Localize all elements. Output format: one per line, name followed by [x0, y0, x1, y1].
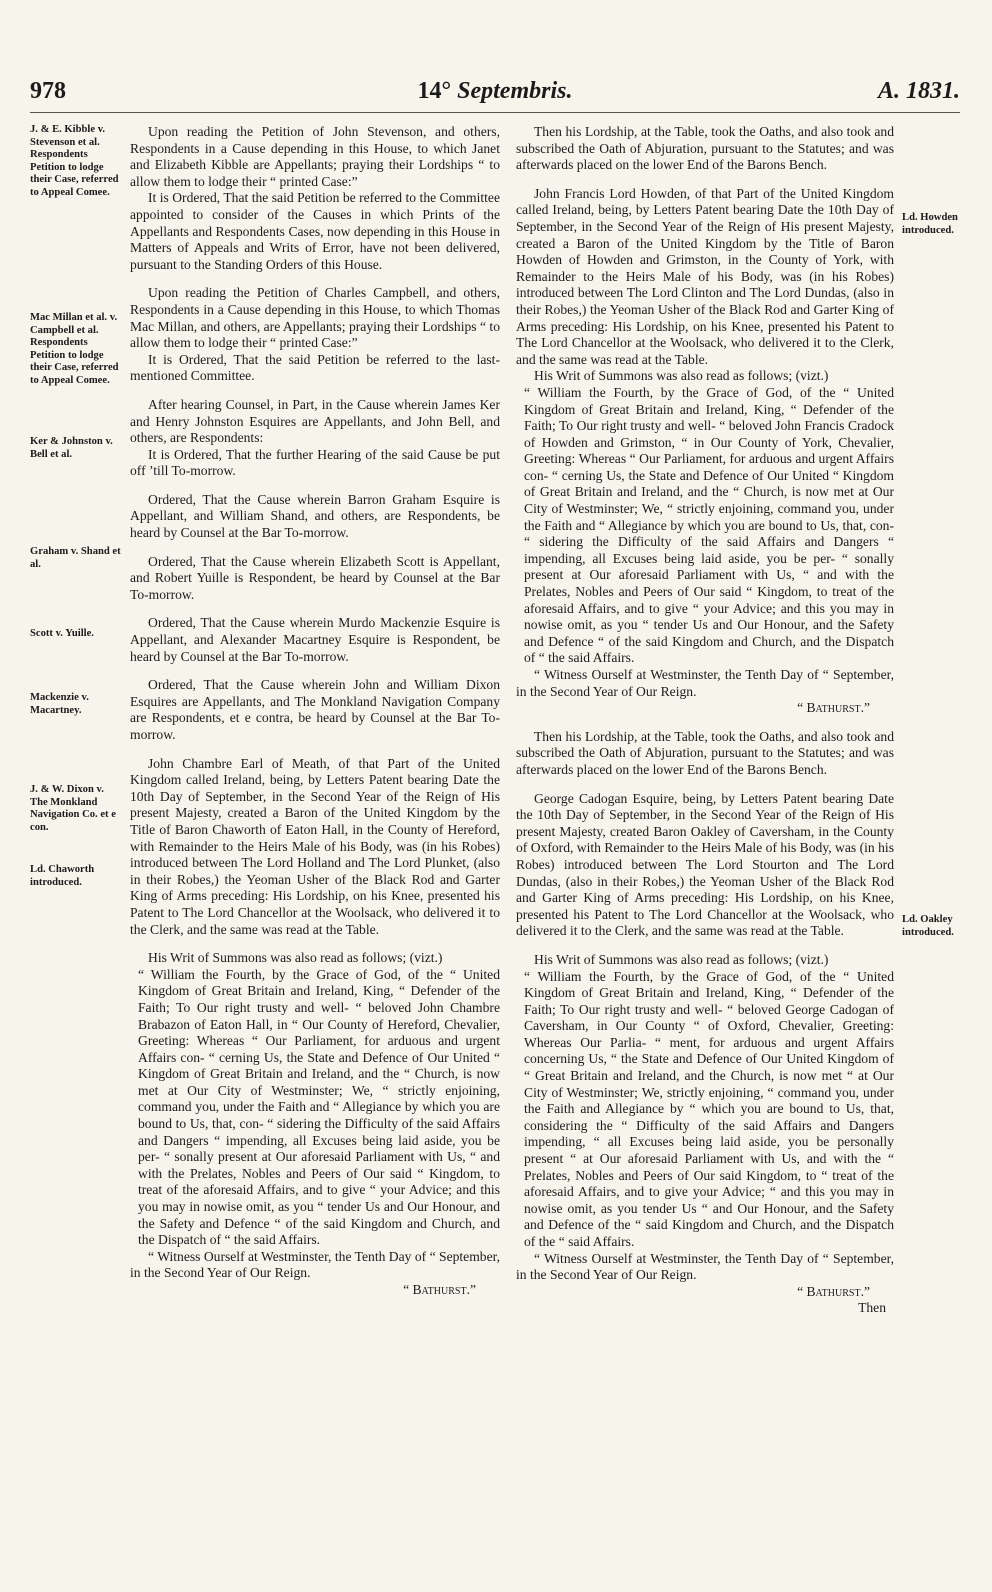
- signature: “ Bathurst.”: [403, 1282, 476, 1297]
- paragraph: Ordered, That the Cause wherein Elizabeth Scott is Appellant, and Robert Yuille is Respondent, be heard by Counsel at the Bar To-morrow.: [130, 553, 500, 602]
- paragraph: Upon reading the Petition of John Stevenson, and others, Respondents in a Cause depending in this House, to which Janet and Elizabeth Kibble are Appellants; praying their Lordships “ to allow them to lodge their “ printed Case:”: [130, 124, 500, 189]
- running-date: [30, 78, 960, 105]
- witness-line: “ Witness Ourself at Westminster, the Tenth Day of “ September, in the Second Year of Our Reign.: [516, 1250, 894, 1283]
- page-header: [30, 78, 960, 110]
- margin-note-howden: Ld. Howden introduced.: [902, 212, 958, 236]
- paragraph: John Francis Lord Howden, of that Part of the United Kingdom called Ireland, being, by Letters Patent bearing Date the 10th Day of September, in the Second Year of the Reign of His present Majesty, created a Baron of the United Kingdom by the Title of Baron Howden of Howden and Grimston, in the County of York, with Remainder to the Heirs Male of his Body, was (in his Robes) introduced between The Lord Clinton and The Lord Dundas, (also in their Robes,) the Yeoman Usher of the Black Rod and Garter King of Arms preceding: His Lordship, on his Knee, presented his Patent to The Lord Chancellor at the Woolsack, who delivered it to the Clerk, and the same was read at the Table.: [516, 185, 894, 367]
- running-year: A. 1831.: [877, 78, 960, 104]
- header-rule: [30, 112, 960, 113]
- paragraph: It is Ordered, That the further Hearing of the said Cause be put off ’till To-morrow.: [130, 446, 500, 479]
- paragraph: Ordered, That the Cause wherein John and William Dixon Esquires are Appellants, and The Monkland Navigation Company are Respondents, et e contra, be heard by Counsel at the Bar To-morrow.: [130, 677, 500, 742]
- paragraph: His Writ of Summons was also read as follows; (vizt.): [534, 368, 829, 384]
- date-word: Septembris.: [457, 78, 573, 104]
- signature: “ Bathurst.”: [797, 700, 870, 716]
- paragraph: Then his Lordship, at the Table, took the Oaths, and also took and subscribed the Oath of Abjuration, pursuant to the Statutes; and was afterwards placed on the lower End of the Barons Bench.: [516, 728, 894, 777]
- paragraph: George Cadogan Esquire, being, by Letters Patent bearing Date the 10th Day of September, in the Second Year of the Reign of His present Majesty, created Baron Oakley of Caversham, in the County of Oxford, with Remainder to the Heirs Male of his Body, was (in his Robes) introduced between The Lord Stourton and The Lord Dundas, (also in their Robes,) the Yeoman Usher of the Black Rod and Garter King of Arms preceding: His Lordship, on his Knee, presented his Patent to The Lord Chancellor at the Woolsack, who delivered it to the Clerk, and the same was read at the Table.: [516, 790, 894, 939]
- margin-note-oakley: Ld. Oakley introduced.: [902, 914, 954, 938]
- paragraph: It is Ordered, That the said Petition be referred to the Committee appointed to consider of the Causes in which Prints of the Appellants and Respondents Cases, now depending in this House in Matters of Appeals and Writs of Error, have not been delivered, pursuant to the Standing Orders of this House.: [130, 190, 500, 272]
- margin-note-ker: Ker & Johnston v. Bell et al.: [30, 436, 113, 460]
- page-number: 978: [30, 78, 66, 104]
- paragraph: After hearing Counsel, in Part, in the Cause wherein James Ker and Henry Johnston Esquires are Appellants, and John Bell, and others, are Respondents:: [130, 396, 500, 446]
- margin-note-chaworth: Ld. Chaworth introduced.: [30, 864, 95, 888]
- paragraph: His Writ of Summons was also read as follows; (vizt.): [534, 951, 829, 967]
- paragraph: It is Ordered, That the said Petition be referred to the last-mentioned Committee.: [130, 351, 500, 384]
- paragraph: Ordered, That the Cause wherein Murdo Mackenzie Esquire is Appellant, and Alexander Macartney Esquire is Respondent, be heard by Counsel at the Bar To-morrow.: [130, 615, 500, 664]
- catchword: Then: [858, 1300, 886, 1316]
- writ-text: “ William the Fourth, by the Grace of God, of the “ United Kingdom of Great Britain and Ireland, King, “ Defender of the Faith; To Our right trusty and well- “ beloved John Chambre Brabazon of Eaton Hall, in “ Our County of Hereford, Chevalier, Greeting: Whereas “ Our Parliament, for arduous and urgent Affairs con- “ cerning Us, the State and Defence of Our United “ Kingdom of Great Britain and Ireland, and the “ Church, is now met at Our City of Westminster; We, “ strictly enjoining, command you, under the Faith and “ Allegiance by which you are bound to Us, that, con- “ sidering the Difficulty of the said Affairs and Dangers “ impending, all Excuses being laid aside, you be per- “ sonally present at Our aforesaid Parliament with Us, “ and with the Prelates, Nobles and Peers of Our said “ Kingdom, to treat of the aforesaid Affairs, and to give “ your Advice; and this you may in nowise omit, as you “ tender Us and Our Honour, and the Safety and Defence “ of the said Kingdom and Church, and the Dispatch of “ the said Affairs.: [138, 966, 500, 1248]
- witness-line: “ Witness Ourself at Westminster, the Tenth Day of “ September, in the Second Year of Our Reign.: [130, 1248, 500, 1281]
- signature: “ Bathurst.”: [797, 1283, 870, 1299]
- paragraph: John Chambre Earl of Meath, of that Part of the United Kingdom called Ireland, being, by Letters Patent bearing Date the 10th Day of September, in the Second Year of the Reign of His present Majesty, created a Baron of the United Kingdom by the Title of Baron Chaworth of Eaton Hall, in the County of Hereford, with Remainder to the Heirs Male of his Body, was (in his Robes) introduced between The Lord Holland and The Lord Plunket, (also in their Robes,) the Yeoman Usher of the Black Rod and Garter King of Arms preceding: His Lordship, on his Knee, presented his Patent to The Lord Chancellor at the Woolsack, who delivered it to the Clerk, and the same was read at the Table.: [130, 755, 500, 937]
- margin-note-mackenzie: Mackenzie v. Macartney.: [30, 692, 89, 716]
- left-column: [130, 124, 500, 1299]
- margin-note-kibble: J. & E. Kibble v. Stevenson et al. Respondents Petition to lodge their Case, referred to Appeal Comee.: [30, 124, 119, 198]
- paragraph: Upon reading the Petition of Charles Campbell, and others, Respondents in a Cause depending in this House, to which Thomas Mac Millan, and others, are Appellants; praying their Lordships “ to allow them to lodge their “ printed Case:”: [130, 285, 500, 351]
- right-column: [516, 124, 894, 1317]
- paragraph: His Writ of Summons was also read as follows; (vizt.): [148, 950, 443, 966]
- writ-text: “ William the Fourth, by the Grace of God, of the “ United Kingdom of Great Britain and Ireland, King, “ Defender of the Faith; To Our right trusty and well- “ beloved George Cadogan of Caversham, in Our County “ of Oxford, Chevalier, Greeting: Whereas Our Parlia- “ ment, for arduous and urgent Affairs concerning Us, “ the State and Defence of Our United Kingdom of “ Great Britain and Ireland, and the Church, is now met “ at Our City of Westminster; We, strictly enjoining, “ command you, under the Faith and Allegiance by “ which you are bound to Us, that, considering the “ Difficulty of the said Affairs and Dangers impending, “ all Excuses being laid aside, you be personally present “ at Our aforesaid Parliament with Us, and with the “ Prelates, Nobles and Peers of Our said Kingdom, to “ treat of the aforesaid Affairs, and to give your Advice; “ and this you may in nowise omit, as you tender Us “ and Our Honour, and the Safety and Defence of the “ said Kingdom and Church, and the Dispatch of the “ said Affairs.: [524, 968, 894, 1249]
- witness-line: “ Witness Ourself at Westminster, the Tenth Day of “ September, in the Second Year of Our Reign.: [516, 667, 894, 699]
- writ-text: “ William the Fourth, by the Grace of God, of the “ United Kingdom of Great Britain and Ireland, King, “ Defender of the Faith; To Our right trusty and well- “ beloved John Francis Cradock of Howden and Grimston, “ in Our County of York, Chevalier, Greeting: Whereas “ Our Parliament, for arduous and urgent Affairs con- “ cerning Us, the State and Defence of Our United “ Kingdom of Great Britain and Ireland, and the “ Church, is now met at Our City of Westminster; We, “ strictly enjoining, command you, under the Faith and “ Allegiance by which you are bound to Us, that, con- “ sidering the Difficulty of the said Affairs and Dangers “ impending, all Excuses being laid aside, you be per- “ sonally present at Our aforesaid Parliament with Us, “ and with the Prelates, Nobles and Peers of Our said “ Kingdom, to treat of the aforesaid Affairs, and to give “ your Advice; and this you may in nowise omit, as you “ tender Us and Our Honour, and the Safety and Defence “ of the said Kingdom and Church, and the Dispatch of “ the said Affairs.: [524, 384, 894, 666]
- paragraph: Then his Lordship, at the Table, took the Oaths, and also took and subscribed the Oath of Abjuration, pursuant to the Statutes; and was afterwards placed on the lower End of the Barons Bench.: [516, 124, 894, 173]
- margin-note-graham: Graham v. Shand et al.: [30, 546, 121, 570]
- paragraph: Ordered, That the Cause wherein Barron Graham Esquire is Appellant, and William Shand, and others, are Respondents, be heard by Counsel at the Bar To-morrow.: [130, 491, 500, 541]
- margin-note-macmillan: Mac Millan et al. v. Campbell et al. Respondents Petition to lodge their Case, referred to Appeal Comee.: [30, 312, 119, 386]
- margin-note-dixon: J. & W. Dixon v. The Monkland Navigation Co. et e con.: [30, 784, 116, 833]
- margin-note-scott: Scott v. Yuille.: [30, 628, 94, 639]
- date-number: 14°: [417, 78, 452, 104]
